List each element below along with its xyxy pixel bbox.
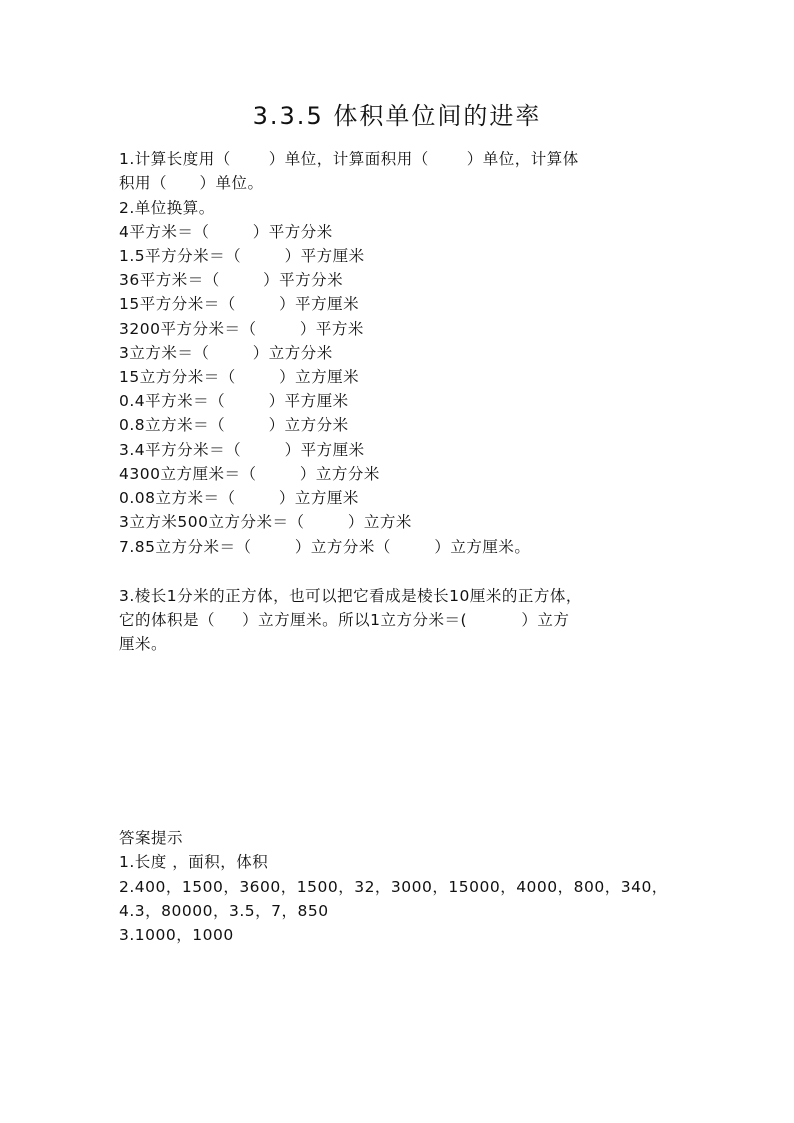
answer-line: 4.3，80000，3.5，7，850 [119,902,329,920]
conversion-item: 3.4平方分米＝（ ）平方厘米 [119,441,365,459]
conversion-item: 0.08立方米＝（ ）立方厘米 [119,489,359,507]
conversion-item: 0.4平方米＝（ ）平方厘米 [119,392,349,410]
answer-line: 3.1000，1000 [119,926,234,944]
conversion-item: 3立方米＝（ ）立方分米 [119,344,333,362]
answer-line: 2.400，1500，3600，1500，32，3000，15000，4000，800，340， [119,878,668,896]
question-1-line-2: 积用（ ）单位。 [119,174,264,192]
question-3-line-2: 它的体积是（ ）立方厘米。所以1立方分米＝( ）立方 [119,611,570,629]
conversion-item: 36平方米＝（ ）平方分米 [119,271,344,289]
answers-heading: 答案提示 [119,829,184,847]
conversion-item: 15平方分米＝（ ）平方厘米 [119,295,360,313]
conversion-item: 7.85立方分米＝（ ）立方分米（ ）立方厘米。 [119,538,531,556]
question-3-line-3: 厘米。 [119,635,168,653]
conversion-item: 1.5平方分米＝（ ）平方厘米 [119,247,365,265]
answer-line: 1.长度 ，面积，体积 [119,853,269,871]
conversion-item: 4平方米＝（ ）平方分米 [119,223,333,241]
question-2-heading: 2.单位换算。 [119,199,215,217]
question-3-line-1: 3.棱长1分米的正方体，也可以把它看成是棱长10厘米的正方体， [119,587,582,605]
conversion-item: 3立方米500立方分米＝（ ）立方米 [119,513,412,531]
conversion-item: 15立方分米＝（ ）立方厘米 [119,368,360,386]
conversion-item: 3200平方分米＝（ ）平方米 [119,320,364,338]
page-title: 3.3.5 体积单位间的进率 [252,102,542,130]
conversion-item: 0.8立方米＝（ ）立方分米 [119,416,349,434]
conversion-item: 4300立方厘米＝（ ）立方分米 [119,465,380,483]
question-1-line-1: 1.计算长度用（ ）单位，计算面积用（ ）单位，计算体 [119,150,579,168]
